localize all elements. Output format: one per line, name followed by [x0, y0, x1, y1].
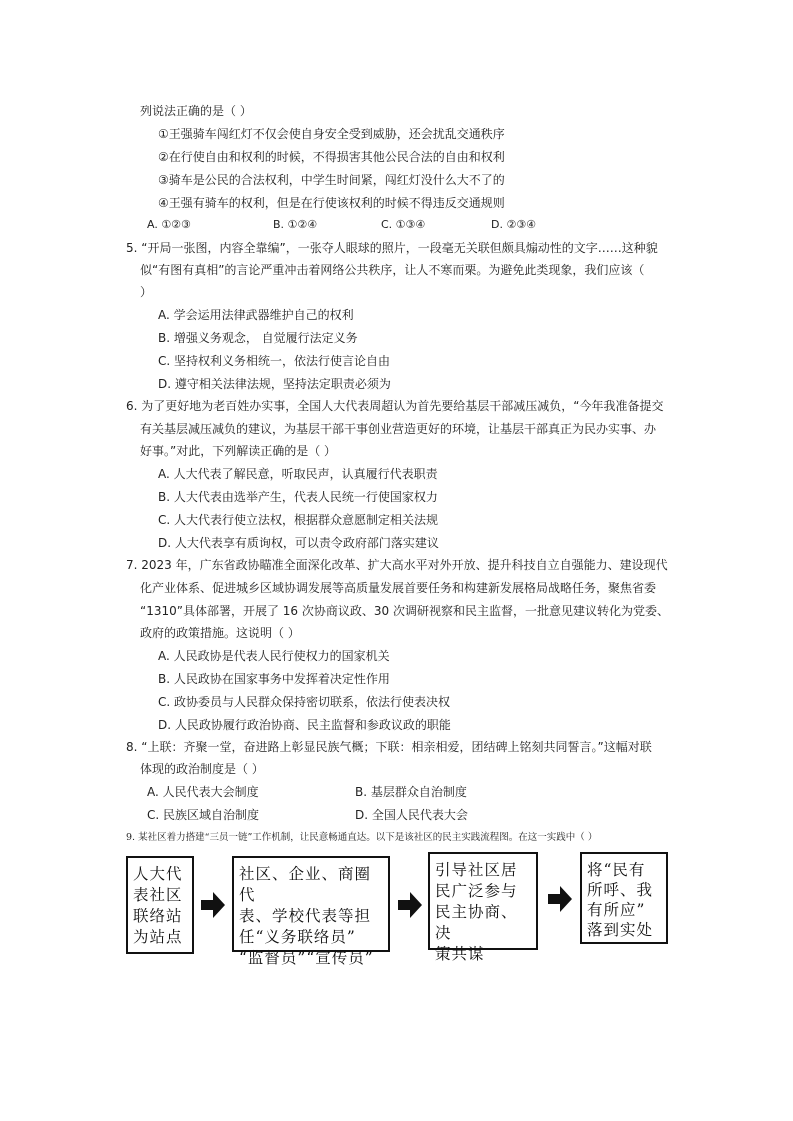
- q4-item-2: ②在行使自由和权利的时候，不得损害其他公民合法的自由和权利: [158, 150, 505, 164]
- q4-option-b: B. ①②④: [273, 218, 318, 231]
- right-arrow-icon: [548, 886, 572, 912]
- q4-option-a: A. ①②③: [147, 218, 191, 231]
- q7-stem-line-1: 7. 2023 年，广东省政协瞄准全面深化改革、扩大高水平对外开放、提升科技自立自强能力、建设现代: [126, 558, 668, 572]
- q9-stem: 9. 某社区着力搭建“三员一链”工作机制，让民意畅通直达。以下是该社区的民主实践流程图。在这一实践中（ ）: [126, 832, 598, 843]
- flow-step-4: 将“民有 所呼、我 有所应” 落到实处: [580, 852, 668, 944]
- q5-stem-line-2: 似“有图有真相”的言论严重冲击着网络公共秩序，让人不寒而栗。为避免此类现象，我们应该（: [140, 263, 645, 277]
- q6-option-a: A. 人大代表了解民意，听取民声，认真履行代表职责: [158, 467, 438, 481]
- q8-stem-line-1: 8. “上联：齐聚一堂，奋进路上彰显民族气概；下联：相亲相爱，团结碑上铭刻共同誓言。”这幅对联: [126, 740, 652, 754]
- q5-stem-line-3: ）: [140, 285, 153, 299]
- q5-stem-line-1: 5. “开局一张图，内容全靠编”，一张夺人眼球的照片，一段毫无关联但颇具煽动性的文字……这种貌: [126, 241, 658, 255]
- q4-stem: 列说法正确的是（ ）: [140, 104, 252, 118]
- q7-stem-line-3: “1310”具体部署，开展了 16 次协商议政、30 次调研视察和民主监督，一批意见建议转化为党委、: [140, 604, 669, 618]
- q6-option-b: B. 人大代表由选举产生，代表人民统一行使国家权力: [158, 490, 438, 504]
- q6-stem-line-1: 6. 为了更好地为老百姓办实事，全国人大代表周超认为首先要给基层干部减压减负，“今年我准备提交: [126, 399, 664, 413]
- q8-option-d: D. 全国人民代表大会: [355, 808, 468, 822]
- q7-stem-line-2: 化产业体系、促进城乡区域协调发展等高质量发展首要任务和构建新发展格局战略任务，聚焦省委: [140, 581, 657, 595]
- q4-option-d: D. ②③④: [491, 218, 537, 231]
- q4-item-4: ④王强有骑车的权利，但是在行使该权利的时候不得违反交通规则: [158, 196, 505, 210]
- q8-option-a: A. 人民代表大会制度: [147, 785, 259, 799]
- q8-option-b: B. 基层群众自治制度: [355, 785, 467, 799]
- q7-option-b: B. 人民政协在国家事务中发挥着决定性作用: [158, 672, 390, 686]
- q6-option-d: D. 人大代表享有质询权，可以责令政府部门落实建议: [158, 536, 439, 550]
- q5-option-c: C. 坚持权利义务相统一，依法行使言论自由: [158, 354, 391, 368]
- q4-option-c: C. ①③④: [381, 218, 426, 231]
- q5-option-b: B. 增强义务观念， 自觉履行法定义务: [158, 331, 358, 345]
- q7-option-a: A. 人民政协是代表人民行使权力的国家机关: [158, 649, 390, 663]
- right-arrow-icon: [201, 892, 225, 918]
- q6-stem-line-2: 有关基层减压减负的建议，为基层干部干事创业营造更好的环境，让基层干部真正为民办实事、办: [140, 422, 657, 436]
- q4-item-1: ①王强骑车闯红灯不仅会使自身安全受到威胁，还会扰乱交通秩序: [158, 127, 505, 141]
- q5-option-a: A. 学会运用法律武器维护自己的权利: [158, 308, 354, 322]
- q7-option-d: D. 人民政协履行政治协商、民主监督和参政议政的职能: [158, 718, 451, 732]
- q7-stem-line-4: 政府的政策措施。这说明（ ）: [140, 626, 300, 640]
- q7-option-c: C. 政协委员与人民群众保持密切联系，依法行使表决权: [158, 695, 451, 709]
- flow-step-1: 人大代 表社区 联络站 为站点: [126, 856, 194, 954]
- flow-step-3: 引导社区居 民广泛参与 民主协商、决 策共谋: [428, 852, 538, 950]
- q8-stem-line-2: 体现的政治制度是（ ）: [140, 762, 264, 776]
- flow-step-2: 社区、企业、商圈代 表、学校代表等担 任“义务联络员” “监督员”“宣传员”: [232, 856, 390, 952]
- q4-item-3: ③骑车是公民的合法权利，中学生时间紧，闯红灯没什么大不了的: [158, 173, 505, 187]
- q6-option-c: C. 人大代表行使立法权，根据群众意愿制定相关法规: [158, 513, 439, 527]
- right-arrow-icon: [398, 892, 422, 918]
- q8-option-c: C. 民族区域自治制度: [147, 808, 260, 822]
- q5-option-d: D. 遵守相关法律法规，坚持法定职责必须为: [158, 377, 391, 391]
- q6-stem-line-3: 好事。”对此，下列解读正确的是（ ）: [140, 444, 337, 458]
